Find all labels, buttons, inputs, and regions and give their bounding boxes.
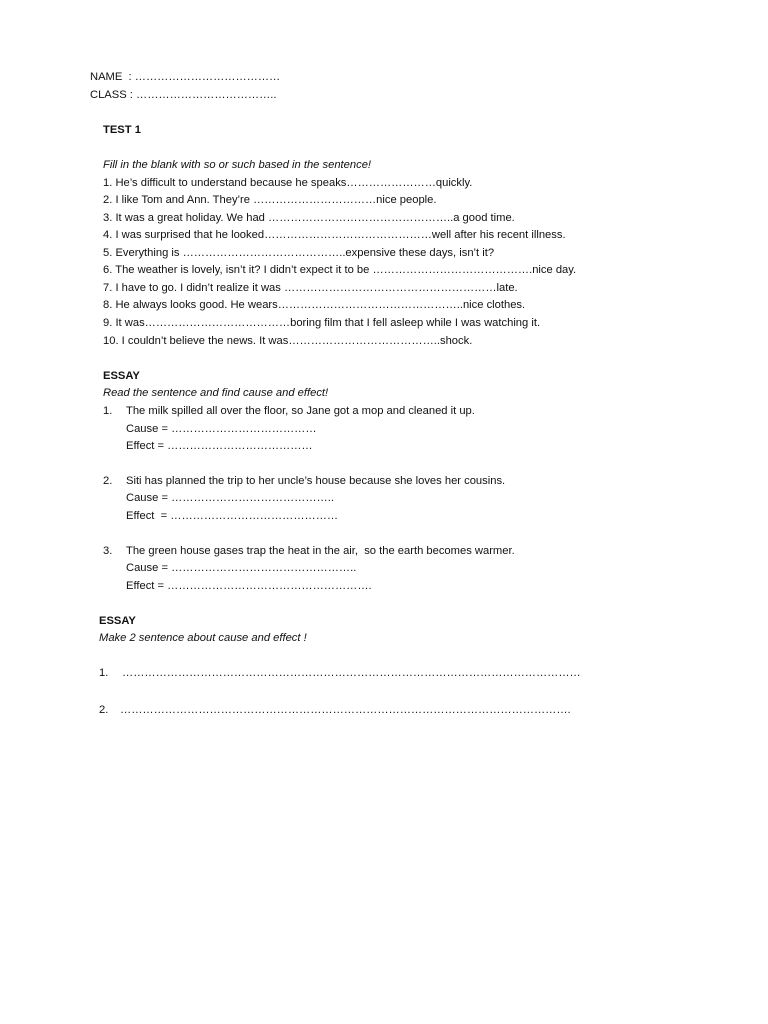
- answer-line: ……………………………………………………………………………………………………………: [122, 667, 581, 679]
- essay1-item-sentence: The green house gases trap the heat in the air, so the earth becomes warmer.: [126, 545, 515, 557]
- test1-item: 8. He always looks good. He wears…………………………………………..nice clothes.: [103, 299, 526, 311]
- essay1-heading: ESSAY: [103, 370, 140, 382]
- test1-item: 7. I have to go. I didn’t realize it was …………………………………………………late.: [103, 282, 518, 294]
- effect-line: Effect = ………………………………………: [126, 510, 339, 522]
- essay2-instruction: Make 2 sentence about cause and effect !: [99, 632, 307, 644]
- name-field-line: NAME : …………………………………: [90, 71, 281, 83]
- test1-item: 9. It was…………………………………boring film that I fell asleep while I was watching it.: [103, 317, 541, 329]
- test1-item: 5. Everything is ……………………………………..expensive these days, isn’t it?: [103, 247, 495, 259]
- answer-line: ………………………………………………………………………………………………………….: [120, 704, 571, 716]
- test1-item: 10. I couldn’t believe the news. It was…………………………………..shock.: [103, 335, 473, 347]
- effect-line: Effect = ……………………………………………….: [126, 580, 372, 592]
- test1-item: 1. He’s difficult to understand because he speaks……………………quickly.: [103, 177, 473, 189]
- essay1-instruction: Read the sentence and find cause and effect!: [103, 387, 329, 399]
- cause-line: Cause = …………………………………………..: [126, 562, 357, 574]
- cause-line: Cause = …………………………………: [126, 423, 317, 435]
- class-field-line: CLASS : ………………………………..: [90, 89, 277, 101]
- test1-instruction: Fill in the blank with so or such based in the sentence!: [103, 159, 372, 171]
- essay1-item-sentence: Siti has planned the trip to her uncle’s house because she loves her cousins.: [126, 475, 506, 487]
- effect-line: Effect = …………………………………: [126, 440, 313, 452]
- test1-item: 6. The weather is lovely, isn’t it? I didn’t expect it to be …………………………………….nice day.: [103, 264, 577, 276]
- essay2-heading: ESSAY: [99, 615, 136, 627]
- test1-item: 2. I like Tom and Ann. They’re ……………………………nice people.: [103, 194, 437, 206]
- test1-item: 3. It was a great holiday. We had …………………………………………..a good time.: [103, 212, 515, 224]
- answer-line-number: 1.: [99, 667, 109, 679]
- essay1-item-number: 2.: [103, 475, 113, 487]
- test1-item: 4. I was surprised that he looked………………………………………well after his recent illness.: [103, 229, 566, 241]
- essay1-item-number: 3.: [103, 545, 113, 557]
- test1-heading: TEST 1: [103, 124, 141, 136]
- essay1-item-number: 1.: [103, 405, 113, 417]
- cause-line: Cause = ……………………………………..: [126, 492, 334, 504]
- essay1-item-sentence: The milk spilled all over the floor, so Jane got a mop and cleaned it up.: [126, 405, 475, 417]
- answer-line-number: 2.: [99, 704, 109, 716]
